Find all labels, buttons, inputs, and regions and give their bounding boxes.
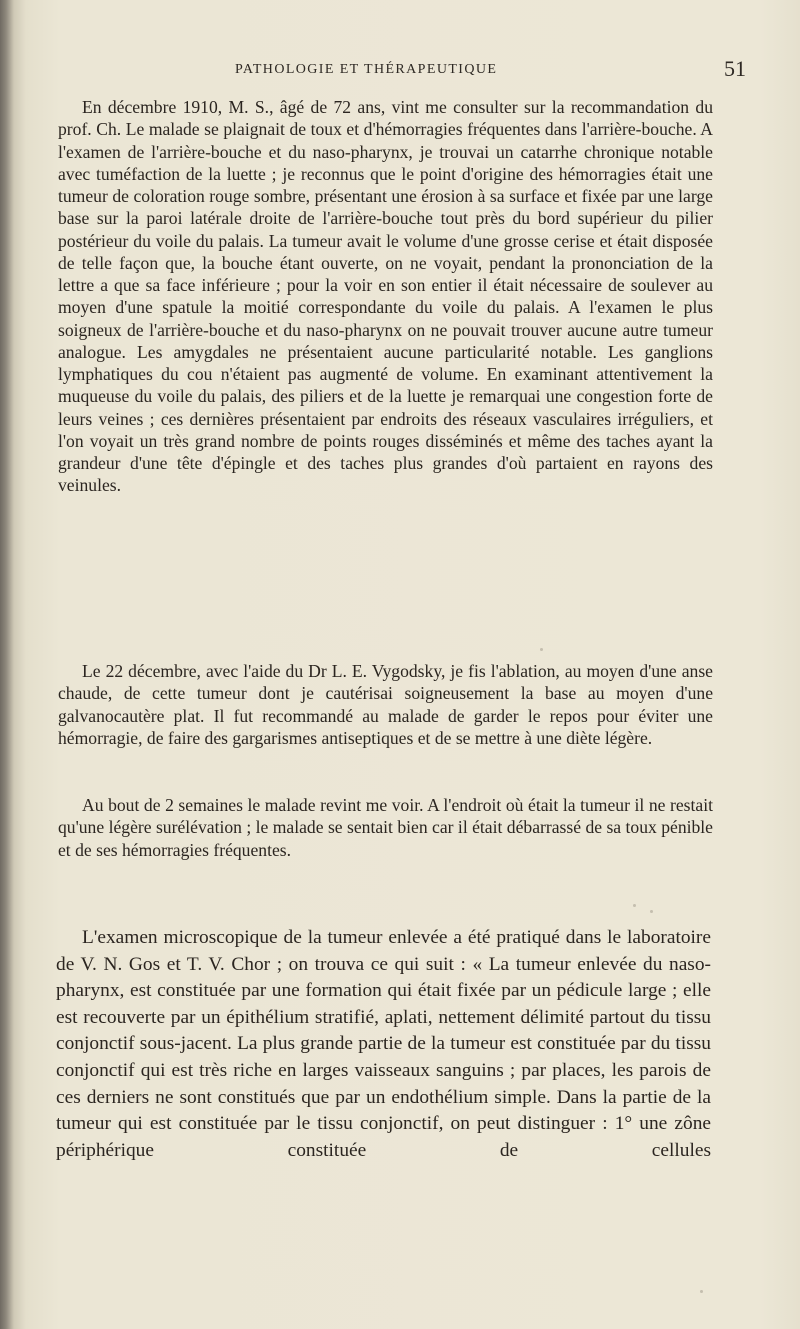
paragraph-microscopic-exam: L'examen microscopique de la tumeur enlevée a été pratiqué dans le laboratoire de V. N. Gos et T. V. Chor ; on trouva ce qui suit : « La tumeur enlevée du naso-pharynx, est constituée par une formation qui était fixée par un pédicule large ; elle est recouverte par un épithélium stratifié, aplati, nettement délimité partout du tissu conjonctif sous-jacent. La plus grande partie de la tumeur est constituée par du tissu conjonctif qui est très riche en larges vaisseaux sanguins ; par places, les parois de ces derniers ne sont constitués que par un endothélium simple. Dans la partie de la tumeur qui est constituée par le tissu conjonctif, on peut distinguer : 1° une zône périphérique constituée de cellules	[56, 927, 711, 1161]
paper-speck	[700, 1290, 703, 1293]
paper-speck	[650, 910, 653, 913]
paragraph-follow-up: Au bout de 2 semaines le malade revint me voir. A l'endroit où était la tumeur il ne restait qu'une légère surélévation ; le malade se sentait bien car il était débarrassé de sa toux pénible et de ses hémorragies fréquentes.	[58, 795, 713, 860]
paper-speck	[540, 648, 543, 651]
page-number: 51	[724, 56, 746, 81]
page-header	[60, 56, 746, 88]
paper-speck	[633, 904, 636, 907]
running-title: PATHOLOGIE ET THÉRAPEUTIQUE	[235, 62, 498, 77]
paragraph-ablation: Le 22 décembre, avec l'aide du Dr L. E. Vygodsky, je fis l'ablation, au moyen d'une anse chaude, de cette tumeur dont je cautérisai soigneusement la base au moyen d'une galvanocautère plat. Il fut recommandé au malade de garder le repos pour éviter une hémorragie, de faire des gargarismes antiseptiques et de se mettre à une diète légère.	[58, 661, 713, 748]
paragraph-case-history: En décembre 1910, M. S., âgé de 72 ans, vint me consulter sur la recommandation du prof. Ch. Le malade se plaignait de toux et d'hémorragies fréquentes dans l'arrière-bouche. A l'examen de l'arrière-bouche et du naso-pharynx, je trouvai un catarrhe chronique notable avec tuméfaction de la luette ; je reconnus que le point d'origine des hémorragies était une tumeur de coloration rouge sombre, présentant une érosion à sa surface et fixée par une large base sur la paroi latérale droite de l'arrière-bouche tout près du bord supérieur du pilier postérieur du voile du palais. La tumeur avait le volume d'une grosse cerise et était disposée de telle façon que, la bouche étant ouverte, on ne voyait, pendant la prononciation de la lettre a que sa face inférieure ; pour la voir en son entier il était nécessaire de soulever au moyen d'une spatule la moitié correspondante du voile du palais. A l'examen le plus soigneux de l'arrière-bouche et du naso-pharynx on ne pouvait trouver aucune autre tumeur analogue. Les amygdales ne présentaient aucune particularité notable. Les ganglions lymphatiques du cou n'étaient pas augmenté de volume. En examinant attentivement la muqueuse du voile du palais, des piliers et de la luette je remarquai une congestion forte de leurs veines ; ces dernières présentaient par endroits des réseaux vasculaires irréguliers, et l'on voyait un très grand nombre de points rouges disséminés et même des taches ayant la grandeur d'une tête d'épingle et des taches plus grandes d'où partaient en rayons des veinules.	[58, 97, 713, 496]
